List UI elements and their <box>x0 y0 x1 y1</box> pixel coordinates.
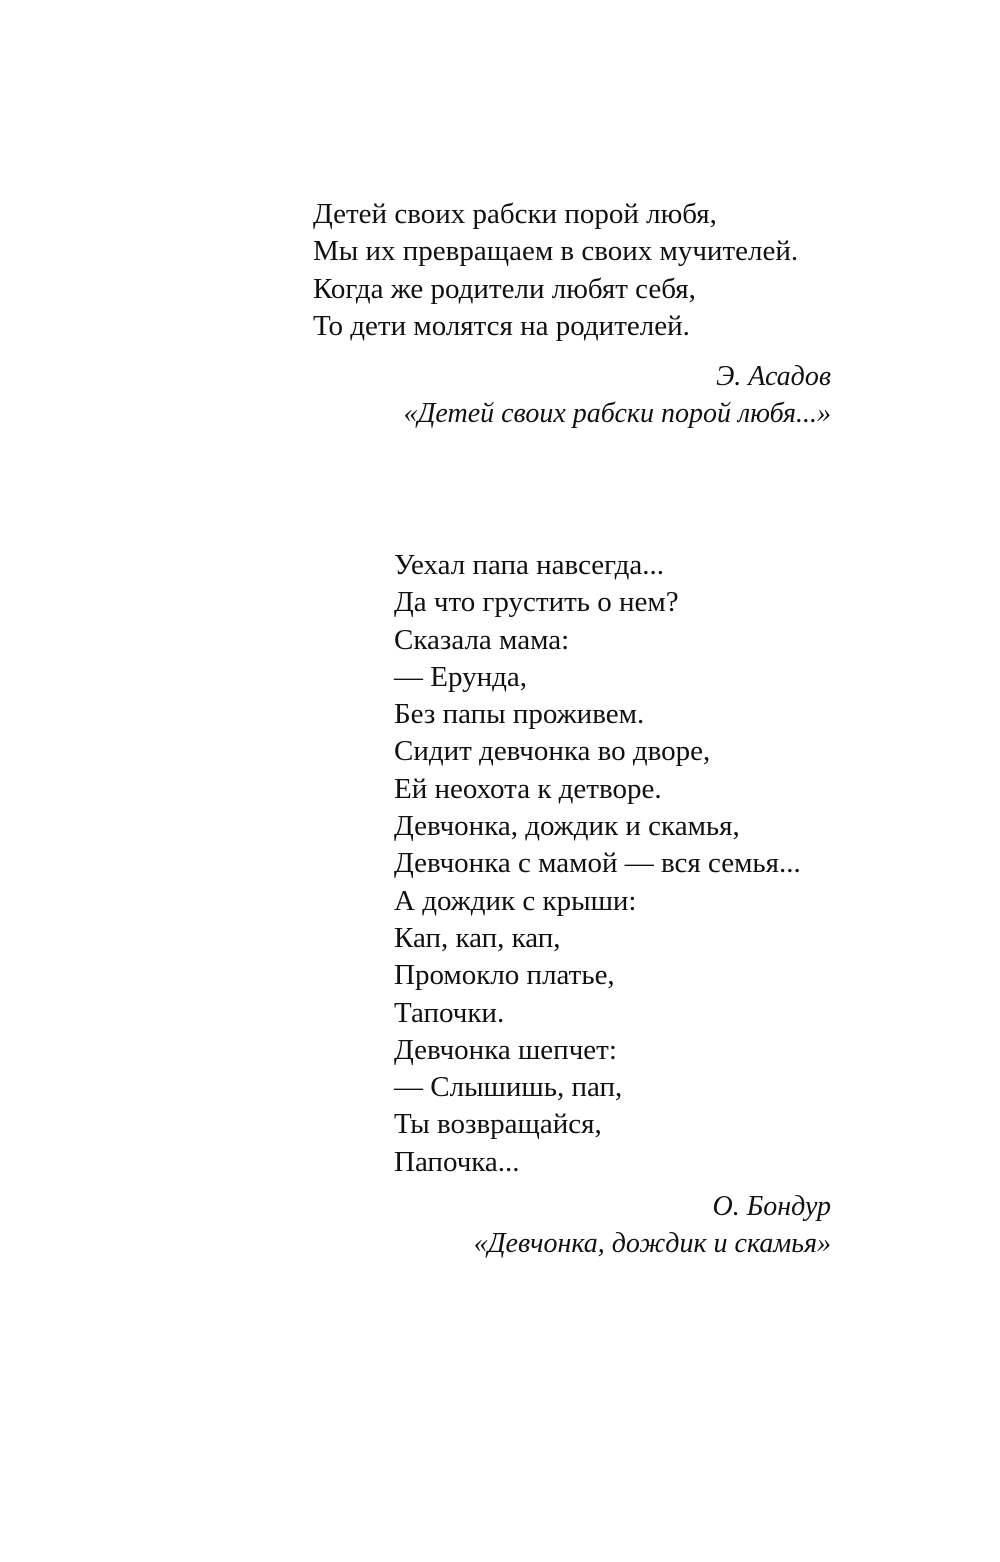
poem-source-title: «Девчонка, дождик и скамья» <box>473 1228 831 1259</box>
poem-line: Сказала мама: <box>394 623 570 656</box>
epigraph-bondur-poem <box>394 547 834 1181</box>
poem-line: Девчонка шепчет: <box>394 1033 617 1066</box>
poem-line: Папочка... <box>394 1145 520 1178</box>
poem-line: Детей своих рабски порой любя, <box>313 198 717 230</box>
poem-line: Девчонка с мамой — вся семья... <box>394 847 801 880</box>
poem-line: Уехал папа навсегда... <box>394 549 664 581</box>
poem-line: То дети молятся на родителей. <box>313 309 690 342</box>
epigraph-asadov-attribution <box>404 358 831 432</box>
poem-source-title: «Детей своих рабски порой любя...» <box>403 398 831 429</box>
poem-line: — Ерунда, <box>394 660 527 693</box>
poem-line: Кап, кап, кап, <box>394 921 561 954</box>
poem-line: — Слышишь, пап, <box>394 1071 623 1104</box>
epigraph-bondur-attribution <box>474 1188 831 1262</box>
poem-line: Тапочки. <box>394 996 505 1029</box>
poem-line: Девчонка, дождик и скамья, <box>394 810 740 843</box>
author-name: О. Бондур <box>712 1191 831 1222</box>
poem-line: Мы их превращаем в своих мучителей. <box>313 235 799 268</box>
poem-line: Ей неохота к детворе. <box>394 772 662 805</box>
poem-line: А дождик с крыши: <box>394 884 637 917</box>
poem-line: Ты возвращайся, <box>394 1108 602 1141</box>
author-name: Э. Асадов <box>715 361 831 392</box>
poem-line: Сидит девчонка во дворе, <box>394 735 711 768</box>
poem-line: Да что грустить о нем? <box>394 586 679 619</box>
poem-line: Без папы проживем. <box>394 698 645 731</box>
poem-line: Когда же родители любят себя, <box>313 272 696 305</box>
epigraph-asadov-poem <box>313 196 833 345</box>
poem-line: Промокло платье, <box>394 959 615 992</box>
